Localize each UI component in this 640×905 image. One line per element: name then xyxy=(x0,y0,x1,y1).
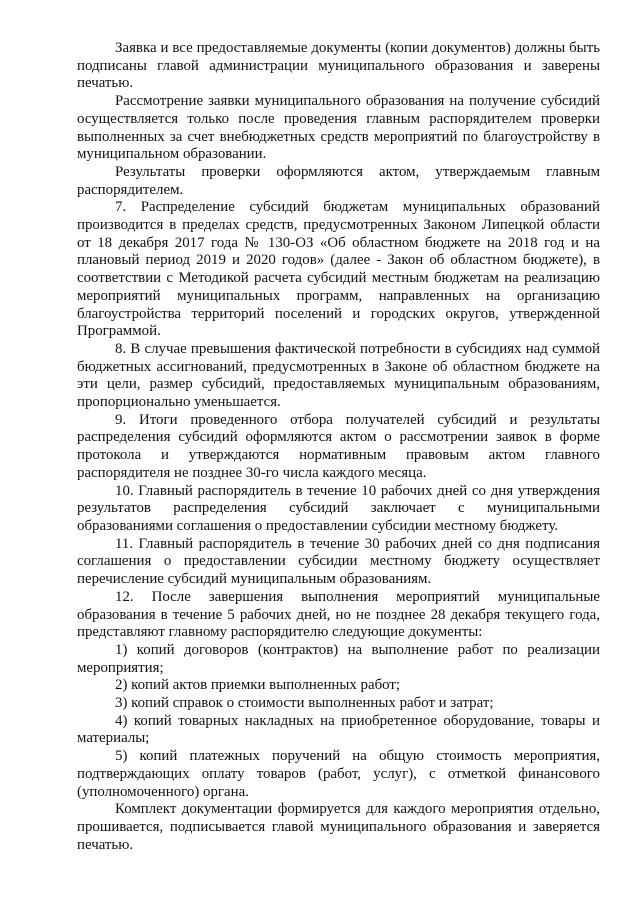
list-item-payment-orders: 5) копий платежных поручений на общую стоимость мероприятия, подтверждающих оплату товаров (работ, услуг), с отметкой финансового (уполномоченного) органа. xyxy=(77,748,600,800)
paragraph-documentation-set: Комплект документации формируется для каждого мероприятия отдельно, прошивается, подписывается главой муниципального образования и заверяется печатью. xyxy=(77,801,600,853)
list-item-invoices: 4) копий товарных накладных на приобретенное оборудование, товары и материалы; xyxy=(77,712,600,747)
paragraph-item-12: 12. После завершения выполнения мероприятий муниципальные образования в течение 5 рабочих дней, но не позднее 28 декабря текущего года, представляют главному распорядителю следующие документы: xyxy=(77,588,600,641)
list-item-acceptance-acts: 2) копий актов приемки выполненных работ; xyxy=(115,677,401,694)
paragraph-item-8: 8. В случае превышения фактической потребности в субсидиях над суммой бюджетных ассигнований, предусмотренных в Законе об областном бюджете на эти цели, размер субсидий, предоставляемых муниципальным образованиям, пропорционально уменьшается. xyxy=(77,340,600,411)
paragraph-application-signing: Заявка и все предоставляемые документы (копии документов) должны быть подписаны главой администрации муниципального образования и заверены печатью. xyxy=(77,40,600,92)
list-item-contracts: 1) копий договоров (контрактов) на выполнение работ по реализации мероприятия; xyxy=(77,641,600,676)
paragraph-item-9: 9. Итоги проведенного отбора получателей субсидий и результаты распределения субсидий оформляются актом о рассмотрении заявок в форме протокола и утверждаются нормативным правовым актом главного распорядителя не позднее 30-го числа каждого месяца. xyxy=(77,411,600,481)
list-item-cost-certificates: 3) копий справок о стоимости выполненных работ и затрат; xyxy=(115,695,494,712)
paragraph-application-review: Рассмотрение заявки муниципального образования на получение субсидий осуществляется только после проведения главным распорядителем проверки выполненных за счет внебюджетных средств мероприятий по благоустройству в муниципальном образовании. xyxy=(77,93,600,163)
paragraph-item-11: 11. Главный распорядитель в течение 30 рабочих дней со дня подписания соглашения о предоставлении субсидии местному бюджету осуществляет перечисление субсидий муниципальным образованиям. xyxy=(77,535,600,588)
paragraph-item-7: 7. Распределение субсидий бюджетам муниципальных образований производится в пределах средств, предусмотренных Законом Липецкой области от 18 декабря 2017 года № 130-ОЗ «Об областном бюджете на 2018 год и на плановый период 2019 и 2020 годов» (далее - Закон об областном бюджете), в соответствии с Методикой расчета субсидий местным бюджетам на реализацию мероприятий муниципальных программ, направленных на организацию благоустройства территорий поселений и городских округов, утвержденной Программой. xyxy=(77,199,600,340)
document-body xyxy=(77,40,600,854)
paragraph-item-10: 10. Главный распорядитель в течение 10 рабочих дней со дня утверждения результатов распределения субсидий заключает с муниципальными образованиями соглашения о предоставлении субсидии местному бюджету. xyxy=(77,482,600,534)
paragraph-check-results: Результаты проверки оформляются актом, утверждаемым главным распорядителем. xyxy=(77,163,600,198)
